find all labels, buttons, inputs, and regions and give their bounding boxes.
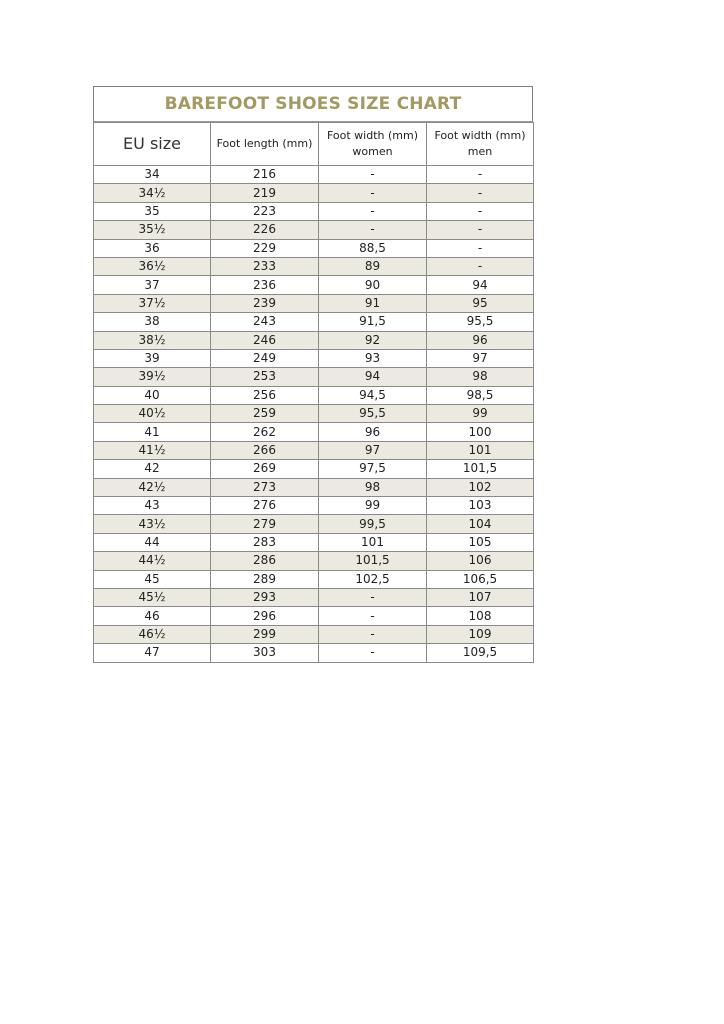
header-width-women-line1: Foot width (mm) [326, 129, 419, 142]
cell-width-women: 97,5 [319, 460, 427, 478]
size-table-body [94, 166, 534, 663]
table-row [94, 294, 534, 312]
table-row [94, 441, 534, 459]
cell-foot-length: 296 [211, 607, 319, 625]
table-row [94, 202, 534, 220]
table-row [94, 349, 534, 367]
cell-width-women: 89 [319, 257, 427, 275]
cell-eu-size: 36 [94, 239, 211, 257]
table-row [94, 588, 534, 606]
cell-foot-length: 303 [211, 644, 319, 662]
cell-foot-length: 293 [211, 588, 319, 606]
header-foot-length: Foot length (mm) [211, 123, 319, 166]
cell-width-men: 107 [427, 588, 534, 606]
cell-foot-length: 239 [211, 294, 319, 312]
cell-width-women: 91,5 [319, 313, 427, 331]
cell-width-men: - [427, 166, 534, 184]
table-row [94, 497, 534, 515]
cell-eu-size: 44½ [94, 552, 211, 570]
cell-foot-length: 216 [211, 166, 319, 184]
cell-width-men: - [427, 257, 534, 275]
cell-width-women: 95,5 [319, 405, 427, 423]
cell-eu-size: 34½ [94, 184, 211, 202]
cell-eu-size: 35 [94, 202, 211, 220]
cell-width-women: - [319, 588, 427, 606]
cell-width-men: 100 [427, 423, 534, 441]
cell-eu-size: 36½ [94, 257, 211, 275]
table-row [94, 533, 534, 551]
cell-width-men: 101,5 [427, 460, 534, 478]
cell-foot-length: 276 [211, 497, 319, 515]
cell-foot-length: 226 [211, 221, 319, 239]
header-width-men [427, 123, 534, 166]
header-row [94, 123, 534, 166]
table-row [94, 570, 534, 588]
chart-title: BAREFOOT SHOES SIZE CHART [164, 94, 462, 114]
cell-width-women: - [319, 221, 427, 239]
cell-eu-size: 43½ [94, 515, 211, 533]
cell-foot-length: 249 [211, 349, 319, 367]
cell-width-women: 96 [319, 423, 427, 441]
cell-foot-length: 262 [211, 423, 319, 441]
cell-width-women: 90 [319, 276, 427, 294]
table-row [94, 478, 534, 496]
cell-eu-size: 41½ [94, 441, 211, 459]
cell-width-women: 93 [319, 349, 427, 367]
table-row [94, 313, 534, 331]
cell-width-women: 98 [319, 478, 427, 496]
cell-width-women: 99 [319, 497, 427, 515]
table-row [94, 184, 534, 202]
cell-foot-length: 243 [211, 313, 319, 331]
cell-eu-size: 47 [94, 644, 211, 662]
cell-eu-size: 44 [94, 533, 211, 551]
cell-eu-size: 40 [94, 386, 211, 404]
cell-foot-length: 259 [211, 405, 319, 423]
cell-width-women: 88,5 [319, 239, 427, 257]
cell-foot-length: 286 [211, 552, 319, 570]
cell-foot-length: 289 [211, 570, 319, 588]
table-row [94, 515, 534, 533]
table-row [94, 368, 534, 386]
cell-eu-size: 34 [94, 166, 211, 184]
cell-width-men: 96 [427, 331, 534, 349]
cell-foot-length: 223 [211, 202, 319, 220]
table-row [94, 644, 534, 662]
header-eu-size: EU size [94, 123, 211, 166]
cell-width-men: - [427, 239, 534, 257]
header-width-men-line2: men [467, 145, 493, 158]
cell-width-women: 102,5 [319, 570, 427, 588]
cell-width-women: - [319, 625, 427, 643]
cell-foot-length: 273 [211, 478, 319, 496]
cell-eu-size: 40½ [94, 405, 211, 423]
cell-foot-length: 219 [211, 184, 319, 202]
header-width-men-line1: Foot width (mm) [434, 129, 526, 142]
cell-width-men: 95 [427, 294, 534, 312]
cell-foot-length: 233 [211, 257, 319, 275]
cell-width-women: 101 [319, 533, 427, 551]
cell-width-women: - [319, 184, 427, 202]
cell-eu-size: 42½ [94, 478, 211, 496]
size-chart [93, 86, 533, 663]
header-width-women-line2: women [352, 145, 393, 158]
cell-eu-size: 41 [94, 423, 211, 441]
cell-foot-length: 253 [211, 368, 319, 386]
cell-width-men: 98,5 [427, 386, 534, 404]
cell-width-men: 103 [427, 497, 534, 515]
cell-eu-size: 37 [94, 276, 211, 294]
table-row [94, 257, 534, 275]
cell-width-men: 109 [427, 625, 534, 643]
cell-width-men: 97 [427, 349, 534, 367]
cell-width-men: - [427, 221, 534, 239]
cell-width-women: 97 [319, 441, 427, 459]
header-width-women [319, 123, 427, 166]
cell-width-men: 106,5 [427, 570, 534, 588]
cell-width-men: 105 [427, 533, 534, 551]
cell-foot-length: 256 [211, 386, 319, 404]
cell-width-men: 101 [427, 441, 534, 459]
table-row [94, 239, 534, 257]
table-row [94, 460, 534, 478]
cell-width-men: 94 [427, 276, 534, 294]
cell-eu-size: 39 [94, 349, 211, 367]
cell-eu-size: 38 [94, 313, 211, 331]
cell-width-women: 94,5 [319, 386, 427, 404]
cell-width-women: 101,5 [319, 552, 427, 570]
cell-width-men: 109,5 [427, 644, 534, 662]
cell-width-men: 106 [427, 552, 534, 570]
cell-eu-size: 37½ [94, 294, 211, 312]
cell-width-men: 98 [427, 368, 534, 386]
cell-width-men: 102 [427, 478, 534, 496]
cell-width-men: 95,5 [427, 313, 534, 331]
cell-eu-size: 35½ [94, 221, 211, 239]
chart-title-box [93, 86, 533, 122]
cell-width-men: 108 [427, 607, 534, 625]
cell-width-men: - [427, 202, 534, 220]
cell-width-women: - [319, 607, 427, 625]
cell-foot-length: 246 [211, 331, 319, 349]
cell-eu-size: 46½ [94, 625, 211, 643]
cell-foot-length: 266 [211, 441, 319, 459]
cell-foot-length: 283 [211, 533, 319, 551]
cell-foot-length: 236 [211, 276, 319, 294]
cell-foot-length: 279 [211, 515, 319, 533]
cell-width-women: - [319, 202, 427, 220]
table-row [94, 331, 534, 349]
table-row [94, 166, 534, 184]
cell-width-men: 99 [427, 405, 534, 423]
cell-eu-size: 42 [94, 460, 211, 478]
cell-eu-size: 45½ [94, 588, 211, 606]
size-table [93, 122, 534, 663]
table-row [94, 625, 534, 643]
cell-eu-size: 46 [94, 607, 211, 625]
cell-eu-size: 39½ [94, 368, 211, 386]
cell-width-women: - [319, 166, 427, 184]
cell-width-men: - [427, 184, 534, 202]
cell-width-women: 99,5 [319, 515, 427, 533]
cell-width-women: - [319, 644, 427, 662]
cell-width-women: 92 [319, 331, 427, 349]
cell-eu-size: 43 [94, 497, 211, 515]
table-row [94, 221, 534, 239]
cell-eu-size: 38½ [94, 331, 211, 349]
cell-width-men: 104 [427, 515, 534, 533]
cell-width-women: 94 [319, 368, 427, 386]
cell-foot-length: 299 [211, 625, 319, 643]
table-row [94, 552, 534, 570]
table-row [94, 423, 534, 441]
cell-foot-length: 269 [211, 460, 319, 478]
cell-foot-length: 229 [211, 239, 319, 257]
table-row [94, 405, 534, 423]
cell-eu-size: 45 [94, 570, 211, 588]
table-row [94, 276, 534, 294]
table-row [94, 386, 534, 404]
cell-width-women: 91 [319, 294, 427, 312]
table-row [94, 607, 534, 625]
